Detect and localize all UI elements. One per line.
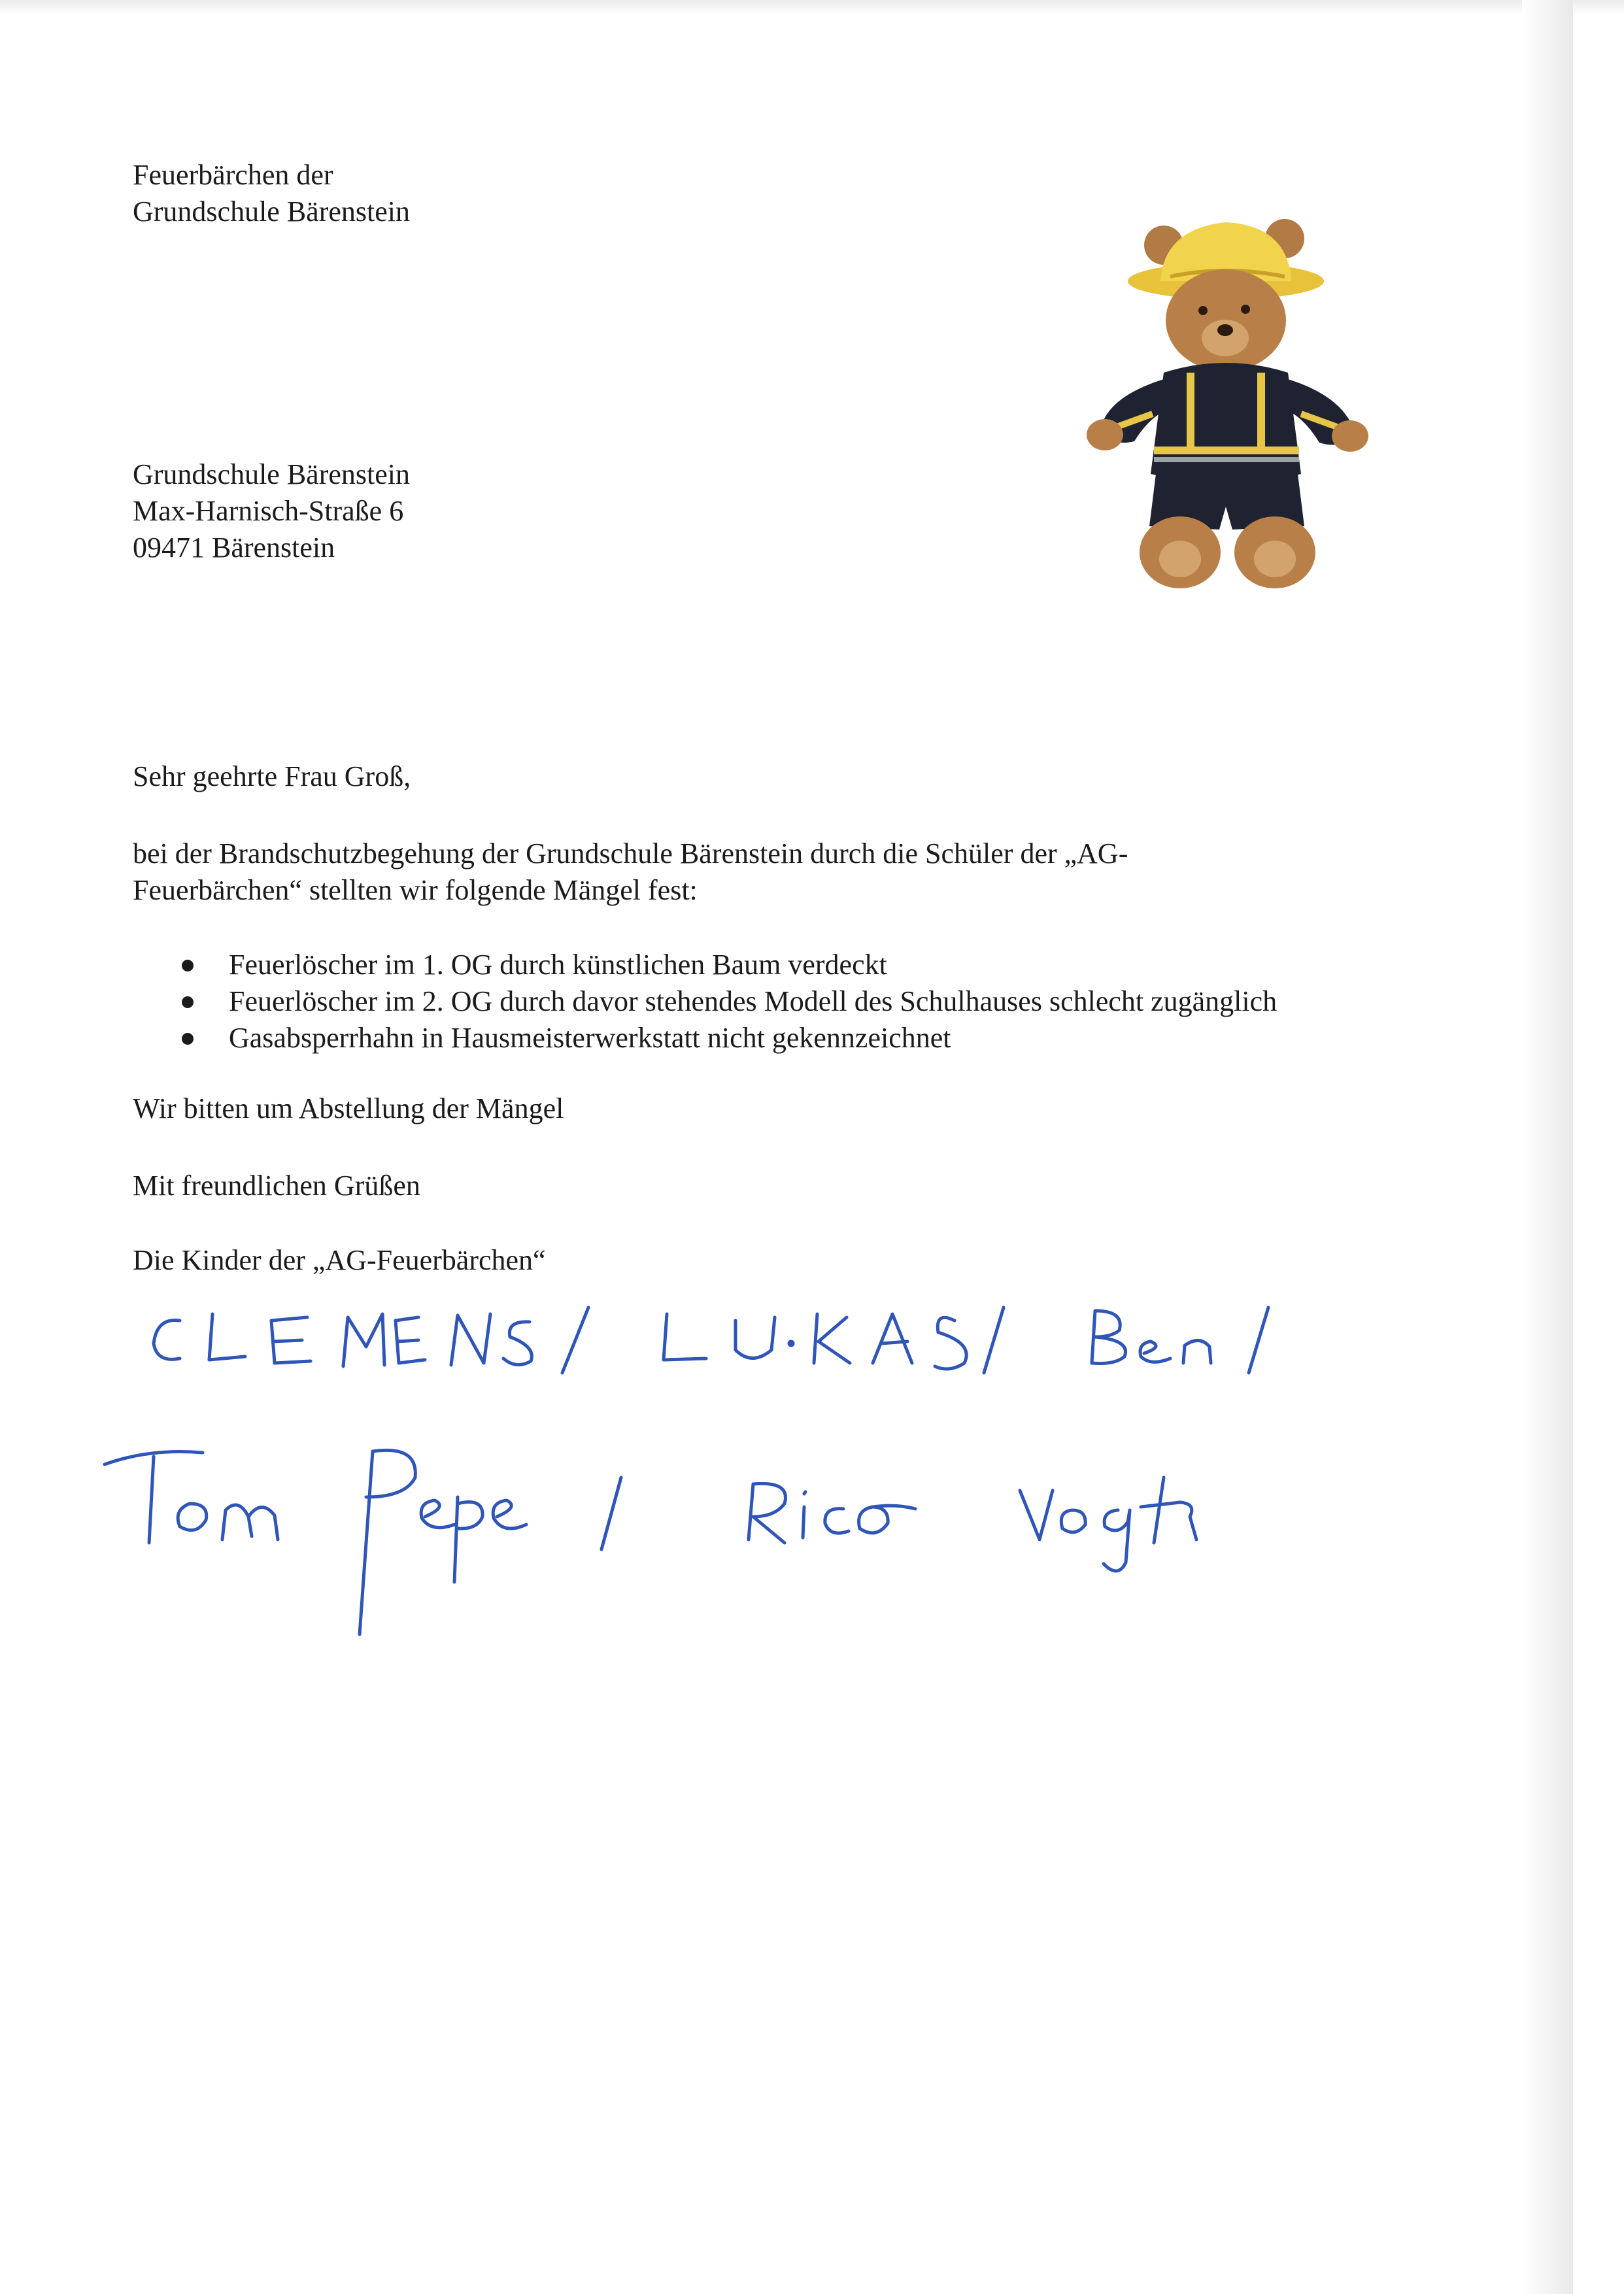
signature-rico-vogt [749, 1477, 1196, 1571]
defect-text: Feuerlöscher im 2. OG durch davor stehendes Modell des Schulhauses schlecht zugänglich [229, 985, 1277, 1017]
defect-text: Gasabsperrhahn in Hausmeisterwerkstatt nicht gekennzeichnet [229, 1022, 951, 1054]
closing-greeting: Mit freundlichen Grüßen [133, 1170, 420, 1202]
salutation: Sehr geehrte Frau Groß, [133, 760, 411, 792]
firefighter-teddy-bear-icon [1072, 199, 1379, 598]
defect-list [177, 947, 1277, 1056]
list-item [177, 1020, 1277, 1056]
sender-line-2: Grundschule Bärenstein [133, 195, 410, 228]
scan-shadow-top [0, 0, 1624, 14]
signature-tom-pepe [105, 1450, 621, 1634]
list-item [177, 947, 1277, 983]
signoff-line: Die Kinder der „AG-Feuerbärchen“ [133, 1244, 546, 1276]
sender-address [133, 157, 410, 230]
intro-paragraph [133, 835, 1408, 909]
bullet-icon [182, 1033, 194, 1045]
intro-line-2: Feuerbärchen“ stellten wir folgende Mängel fest: [133, 874, 698, 906]
handwritten-signatures [92, 1281, 1464, 1647]
bullet-icon [182, 996, 194, 1008]
request-sentence: Wir bitten um Abstellung der Mängel [133, 1092, 564, 1124]
defect-text: Feuerlöscher im 1. OG durch künstlichen Baum verdeckt [229, 949, 887, 981]
signature-lukas [664, 1307, 1004, 1373]
recipient-street: Max-Harnisch-Straße 6 [133, 495, 404, 527]
recipient-name: Grundschule Bärenstein [133, 458, 410, 490]
list-item [177, 983, 1277, 1020]
signature-ben [1092, 1307, 1268, 1373]
bullet-icon [182, 960, 194, 971]
signature-clemens [154, 1307, 588, 1373]
sender-line-1: Feuerbärchen der [133, 159, 333, 191]
recipient-city: 09471 Bärenstein [133, 531, 335, 564]
recipient-address [133, 456, 410, 566]
intro-line-1: bei der Brandschutzbegehung der Grundschule Bärenstein durch die Schüler der „AG- [133, 837, 1128, 869]
scan-shadow-right [1522, 0, 1573, 2294]
